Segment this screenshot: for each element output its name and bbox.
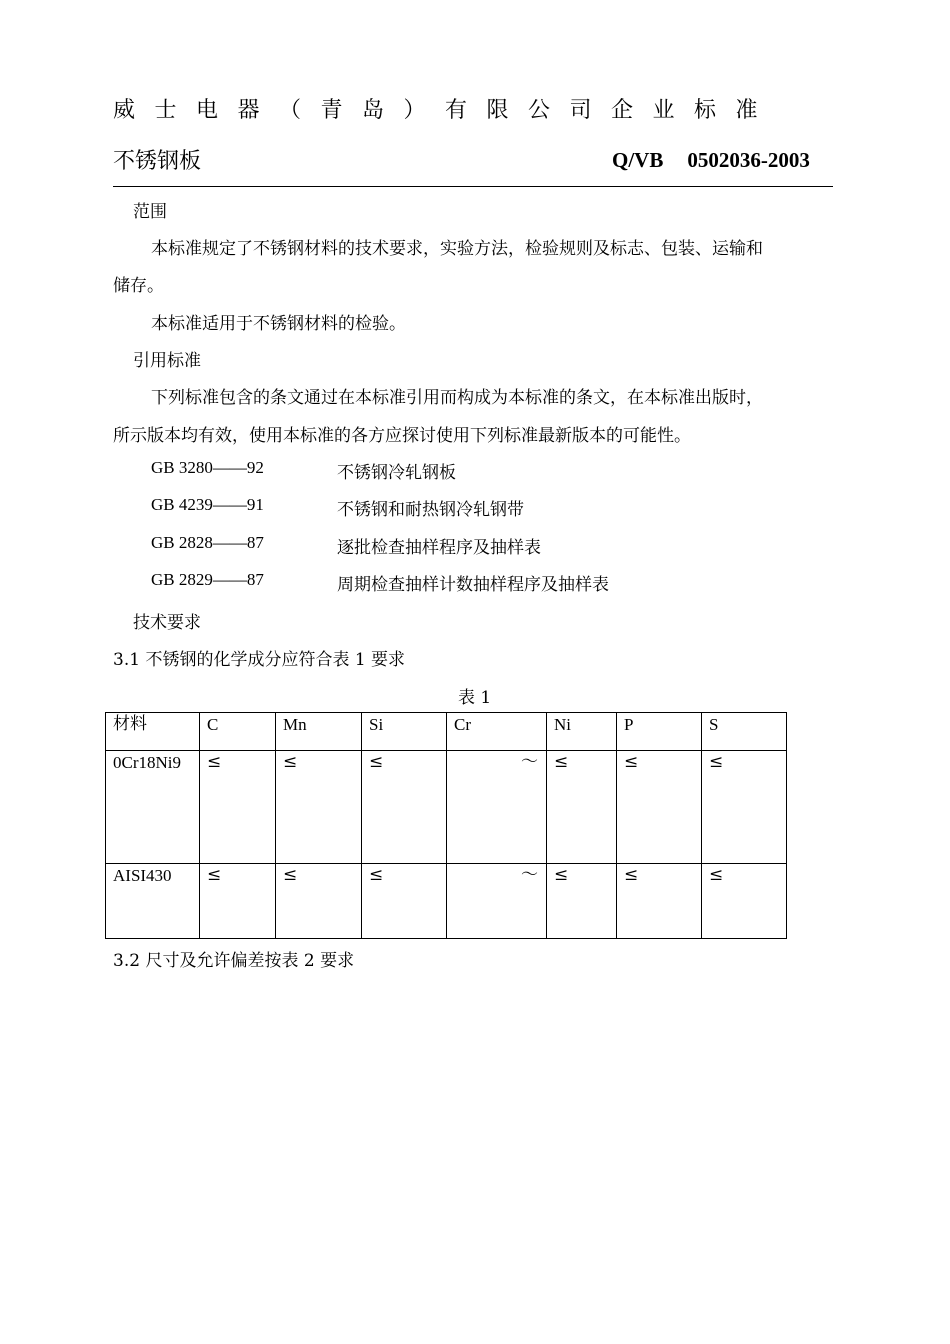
table-cell: ≤ (276, 864, 362, 939)
references-intro-line2: 所示版本均有效，使用本标准的各方应探讨使用下列标准最新版本的可能性。 (113, 426, 691, 446)
clause-3-2: 3.2 尺寸及允许偏差按表 2 要求 (113, 951, 355, 971)
table-header-cell: Ni (547, 713, 617, 751)
composition-table (105, 712, 787, 939)
ref-title: 不锈钢冷轧钢板 (337, 463, 456, 483)
table-header-cell: 材料 (106, 713, 200, 751)
code-prefix: Q/VB (612, 148, 664, 172)
table-caption: 表 1 (458, 688, 492, 708)
ref-title: 逐批检查抽样程序及抽样表 (337, 538, 541, 558)
references-intro-line1: 下列标准包含的条文通过在本标准引用而构成为本标准的条文，在本标准出版时， (151, 388, 763, 408)
ref-code: GB 4239——91 (151, 495, 264, 514)
table-cell: ≤ (702, 864, 787, 939)
table-cell-material: 0Cr18Ni9 (106, 751, 200, 864)
document-title: 不锈钢板 (113, 149, 202, 174)
section-heading-scope: 范围 (133, 202, 167, 222)
scope-paragraph-line2: 储存。 (113, 276, 164, 296)
table-cell: ≤ (617, 864, 702, 939)
table-cell: ≤ (276, 751, 362, 864)
table-cell: ≤ (617, 751, 702, 864)
clause-3-1: 3.1 不锈钢的化学成分应符合表 1 要求 (113, 650, 406, 670)
table-header-cell: S (702, 713, 787, 751)
document-code (612, 148, 810, 173)
scope-paragraph-line1: 本标准规定了不锈钢材料的技术要求，实验方法，检验规则及标志、包装、运输和 (151, 239, 763, 259)
section-heading-technical: 技术要求 (133, 613, 201, 633)
table-row (106, 864, 787, 939)
section-heading-references: 引用标准 (133, 351, 201, 371)
code-number: 0502036-2003 (687, 148, 810, 172)
company-standard-title: 威士电器（青岛）有限公司企业标准 (113, 98, 778, 123)
ref-code: GB 3280——92 (151, 458, 264, 477)
table-header-cell: P (617, 713, 702, 751)
table-row (106, 751, 787, 864)
table-cell: ≤ (362, 751, 447, 864)
table-cell: ≤ (547, 751, 617, 864)
ref-title: 周期检查抽样计数抽样程序及抽样表 (337, 575, 609, 595)
table-cell: ≤ (200, 864, 276, 939)
table-header-cell: C (200, 713, 276, 751)
table-cell: ≤ (200, 751, 276, 864)
header-rule (113, 186, 833, 187)
table-cell: ～ (447, 864, 547, 939)
table-cell-material: AISI430 (106, 864, 200, 939)
table-cell: ≤ (702, 751, 787, 864)
ref-code: GB 2828——87 (151, 533, 264, 552)
ref-code: GB 2829——87 (151, 570, 264, 589)
scope-paragraph-2: 本标准适用于不锈钢材料的检验。 (151, 314, 406, 334)
table-header-row (106, 713, 787, 751)
ref-title: 不锈钢和耐热钢冷轧钢带 (337, 500, 524, 520)
table-header-cell: Mn (276, 713, 362, 751)
table-header-cell: Cr (447, 713, 547, 751)
table-cell: ≤ (547, 864, 617, 939)
table-cell: ～ (447, 751, 547, 864)
table-header-cell: Si (362, 713, 447, 751)
table-cell: ≤ (362, 864, 447, 939)
